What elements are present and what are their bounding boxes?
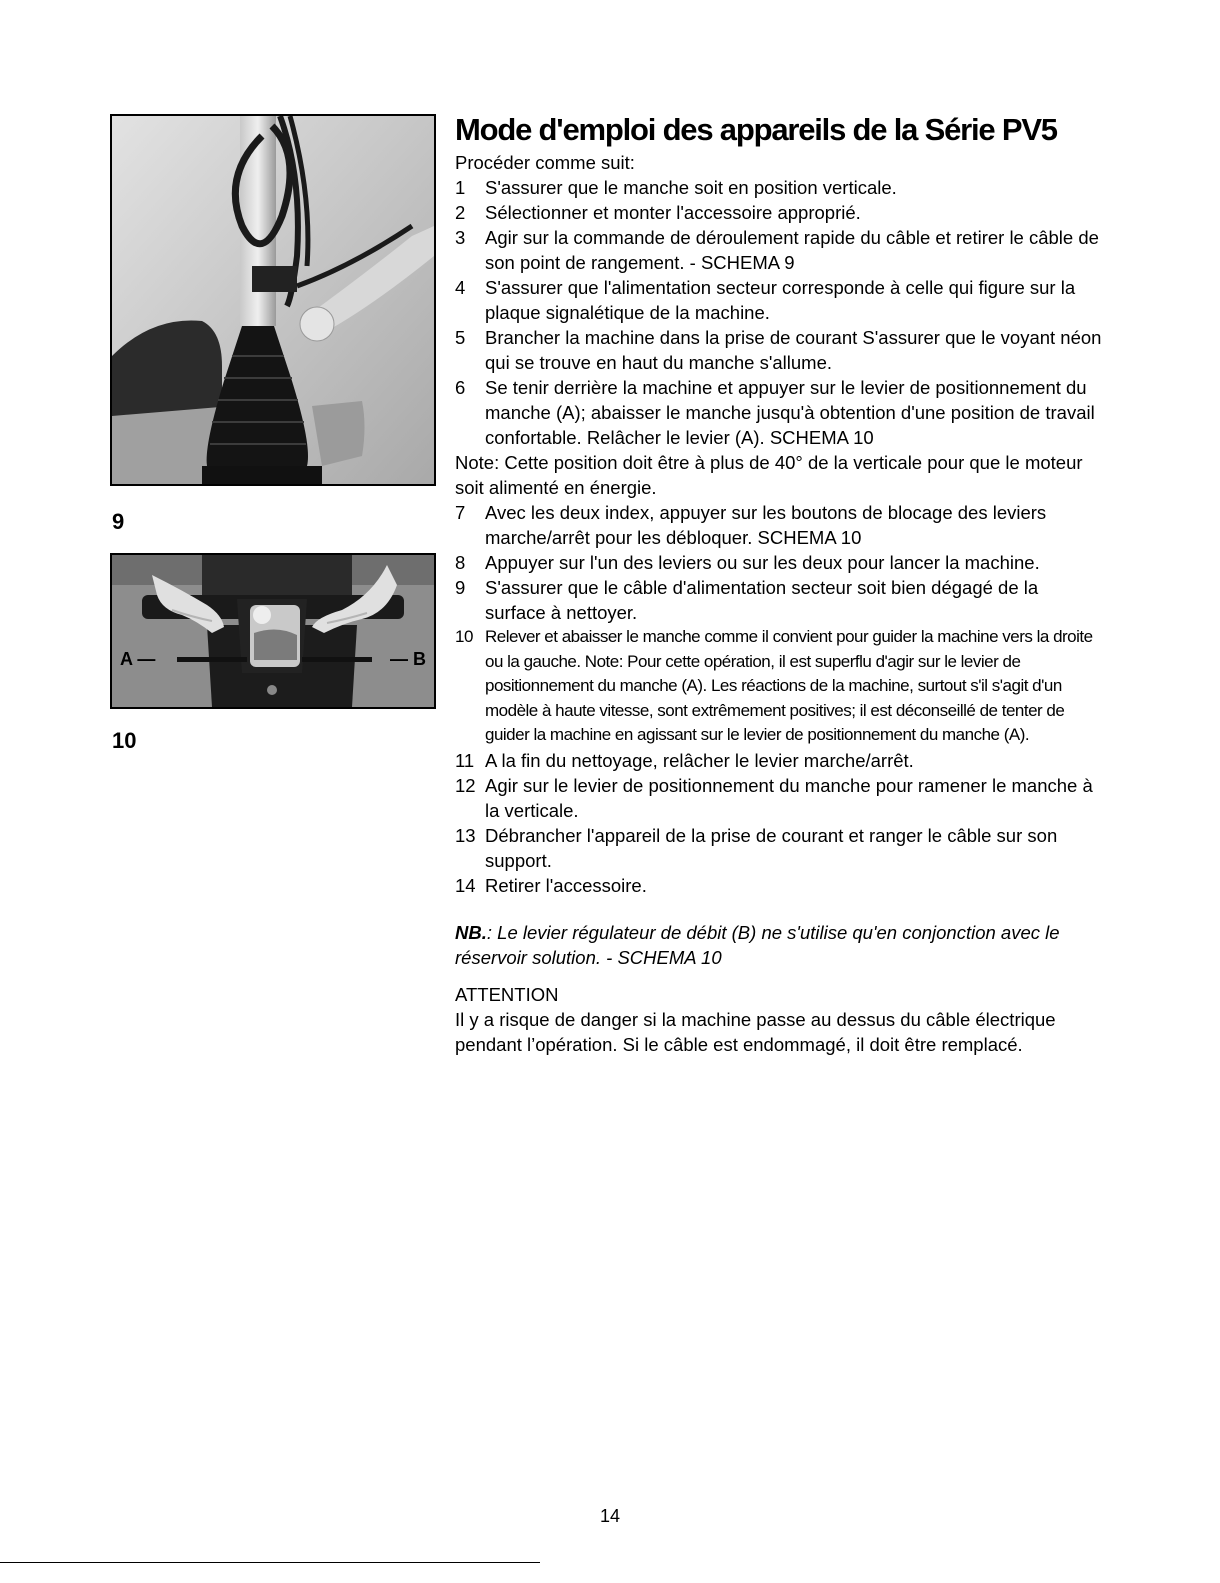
- steps-list-a: [455, 175, 1103, 450]
- note-text: Note: Cette position doit être à plus de 40° de la verticale pour que le moteur soit alimenté en énergie.: [455, 452, 1083, 498]
- step-number: 9: [455, 577, 466, 598]
- step-number: 10: [455, 627, 473, 646]
- step-number: 4: [455, 277, 466, 298]
- step-text: Relever et abaisser le manche comme il convient pour guider la machine vers la droite ou la gauche. Note: Pour cette opération, il est superflu d'agir sur le levier de positionnement du manche (A). Les réactions de la machine, surtout s'il s'agit d'un modèle à haute vitesse, sont extrêmement positives; il est déconseillé de tenter de guider la machine en agissant sur le levier de positionnement du manche (A).: [485, 627, 1093, 745]
- step-item: [455, 748, 1103, 773]
- step-number: 1: [455, 177, 466, 198]
- figure-9-illustration: [112, 116, 434, 484]
- step-number: 13: [455, 824, 476, 846]
- nb-paragraph: [455, 920, 1103, 970]
- callout-b: — B: [390, 649, 426, 669]
- step-text: Retirer l'accessoire.: [485, 874, 647, 896]
- step-item: [455, 375, 1103, 450]
- callout-a: A —: [120, 649, 156, 669]
- step-number: 11: [455, 749, 475, 771]
- step-item: [455, 823, 1103, 873]
- step-item: [455, 625, 1103, 748]
- footer-rule: [0, 1562, 540, 1563]
- instructions: [455, 150, 1103, 1057]
- step-number: 14: [455, 874, 476, 896]
- page-number: 14: [599, 1506, 621, 1526]
- figure-10-label: 10: [112, 728, 137, 753]
- step-item: [455, 175, 1103, 200]
- step-text: Débrancher l'appareil de la prise de courant et ranger le câble sur son support.: [485, 824, 1058, 871]
- step-item: [455, 325, 1103, 375]
- step-text: Agir sur le levier de positionnement du manche pour ramener le manche à la verticale.: [485, 774, 1093, 821]
- step-text: S'assurer que l'alimentation secteur corresponde à celle qui figure sur la plaque signalétique de la machine.: [485, 277, 1076, 323]
- figure-9-photo: [110, 114, 436, 486]
- step-item: [455, 500, 1103, 550]
- attention-heading: ATTENTION: [455, 983, 559, 1005]
- step-text: Agir sur la commande de déroulement rapide du câble et retirer le câble de son point de rangement. - SCHEMA 9: [485, 227, 1099, 273]
- step-text: S'assurer que le manche soit en position verticale.: [485, 177, 897, 198]
- step-text: Avec les deux index, appuyer sur les boutons de blocage des leviers marche/arrêt pour les débloquer. SCHEMA 10: [485, 502, 1047, 548]
- nb-text: : Le levier régulateur de débit (B) ne s'utilise qu'en conjonction avec le réservoir solution. - SCHEMA 10: [455, 921, 1060, 968]
- step-item: [455, 575, 1103, 625]
- figure-9-label: 9: [112, 509, 125, 534]
- step-item: [455, 873, 1103, 898]
- step-text: Brancher la machine dans la prise de courant S'assurer que le voyant néon qui se trouve en haut du manche s'allume.: [485, 327, 1102, 373]
- step-text: S'assurer que le câble d'alimentation secteur soit bien dégagé de la surface à nettoyer.: [485, 577, 1039, 623]
- step-text: A la fin du nettoyage, relâcher le levier marche/arrêt.: [485, 749, 914, 771]
- step-item: [455, 773, 1103, 823]
- step-number: 6: [455, 377, 466, 398]
- step-number: 8: [455, 552, 466, 573]
- step-text: Appuyer sur l'un des leviers ou sur les deux pour lancer la machine.: [485, 552, 1040, 573]
- step-number: 7: [455, 502, 466, 523]
- step-number: 5: [455, 327, 466, 348]
- step-item: [455, 200, 1103, 225]
- step-item: [455, 275, 1103, 325]
- steps-list-b: [455, 500, 1103, 898]
- intro-text: Procéder comme suit:: [455, 152, 635, 173]
- nb-label: NB.: [455, 921, 487, 943]
- step-number: 3: [455, 227, 466, 248]
- page-title: Mode d'emploi des appareils de la Série PV5: [455, 112, 1057, 147]
- step-number: 12: [455, 774, 476, 796]
- figure-10-illustration: [112, 555, 434, 707]
- step-text: Se tenir derrière la machine et appuyer sur le levier de positionnement du manche (A); abaisser le manche jusqu'à obtention d'une position de travail confortable. Relâcher le levier (A). SCHEMA 10: [485, 377, 1095, 448]
- step-text: Sélectionner et monter l'accessoire approprié.: [485, 202, 861, 223]
- attention-text: Il y a risque de danger si la machine passe au dessus du câble électrique pendant l’opération. Si le câble est endommagé, il doit être remplacé.: [455, 1008, 1056, 1055]
- step-item: [455, 550, 1103, 575]
- step-number: 2: [455, 202, 466, 223]
- figure-10-photo: [110, 553, 436, 709]
- step-item: [455, 225, 1103, 275]
